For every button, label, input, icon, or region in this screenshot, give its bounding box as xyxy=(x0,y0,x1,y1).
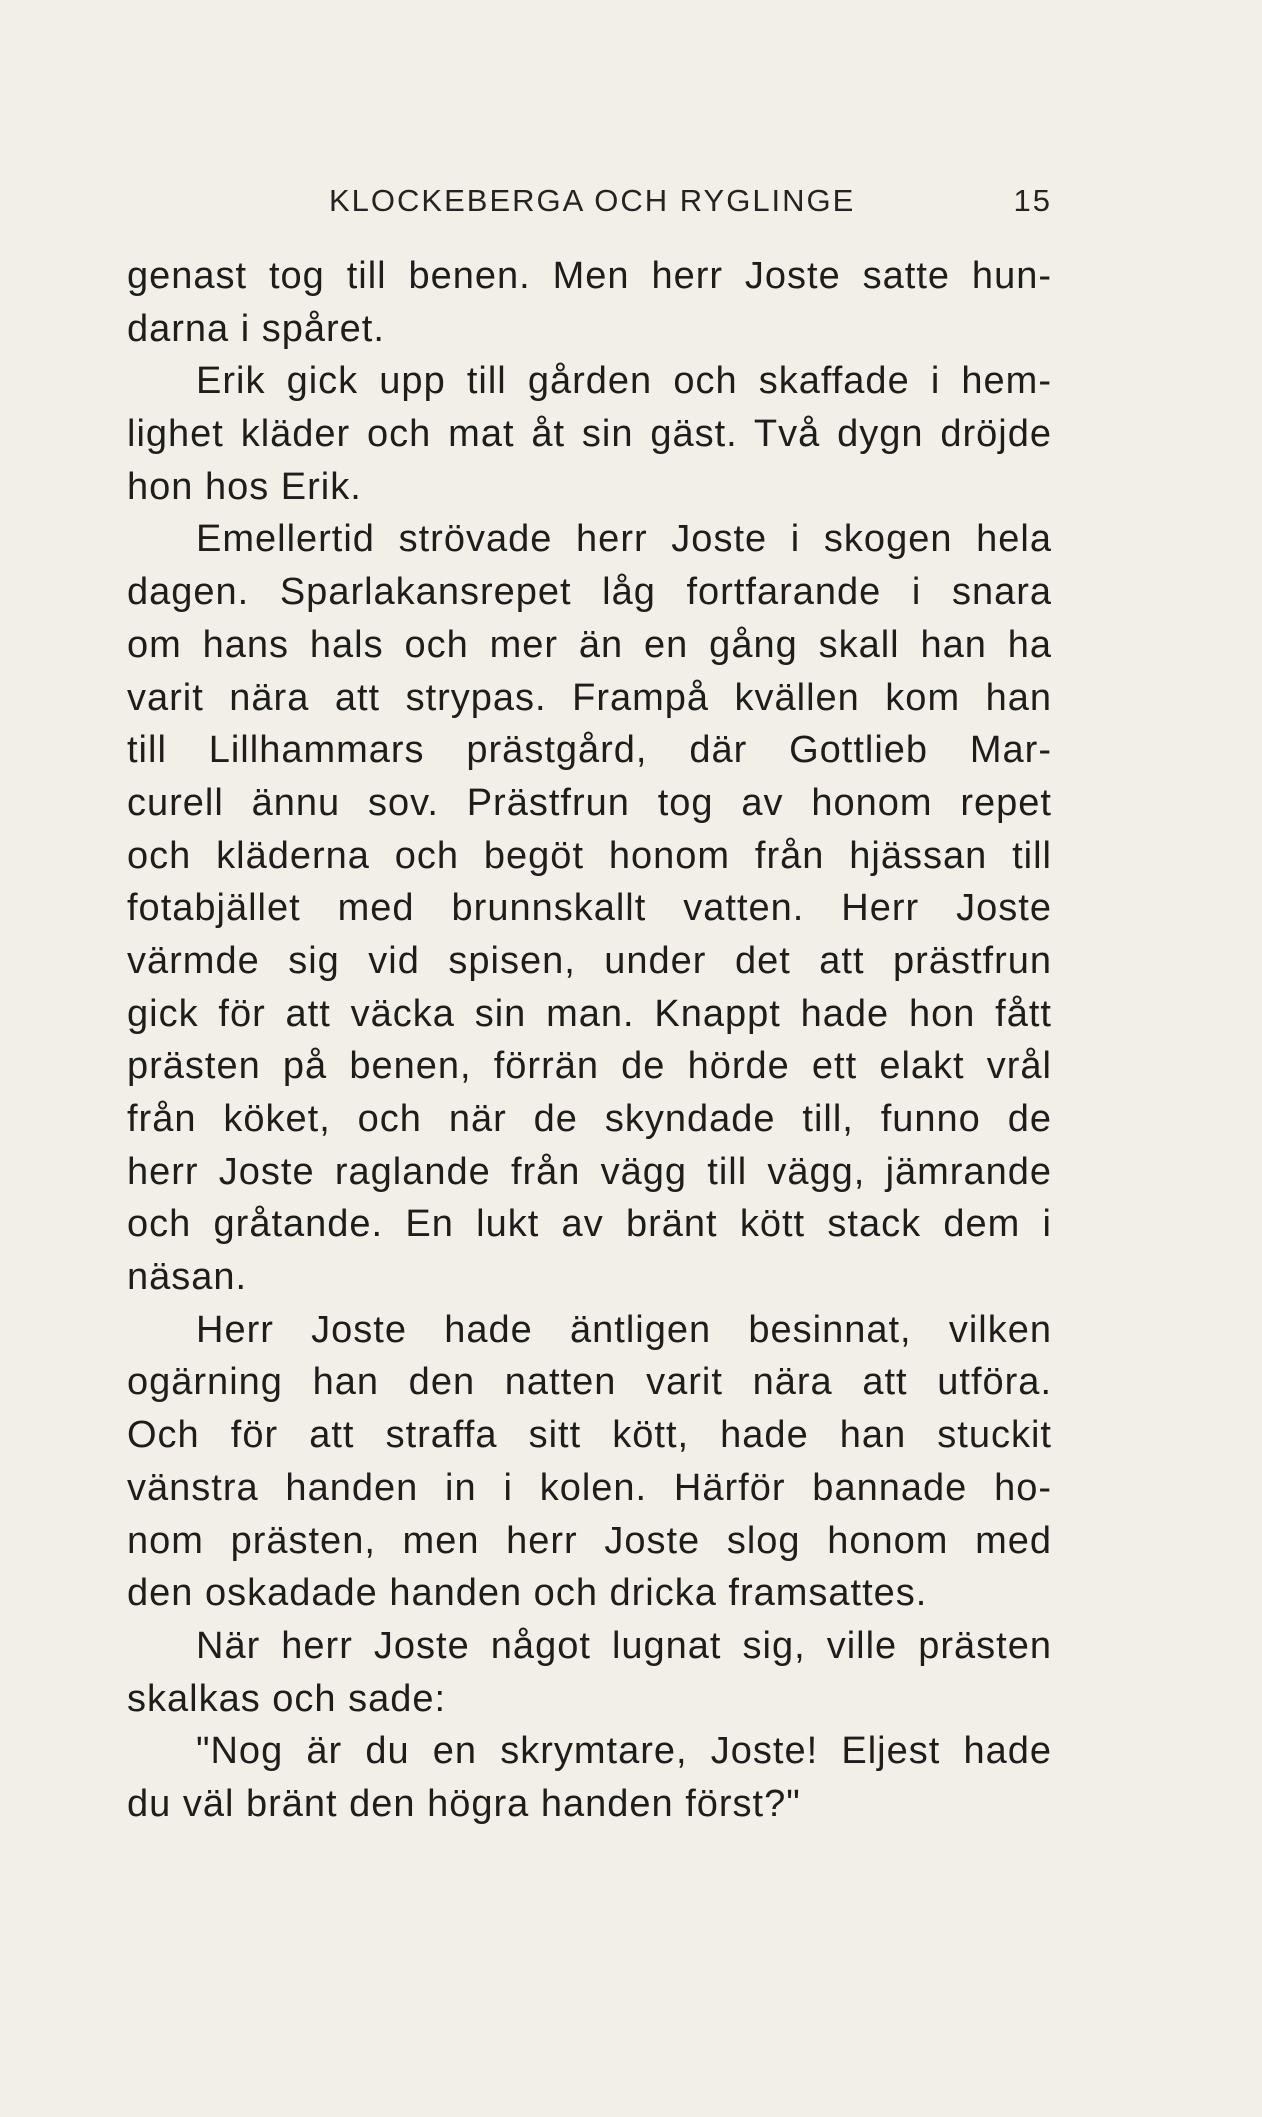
text-line: från köket, och när de skyndade till, funno de xyxy=(127,1098,1052,1140)
text-line: genast tog till benen. Men herr Joste satte hun- xyxy=(127,255,1052,297)
text-line: till Lillhammars prästgård, där Gottlieb Mar- xyxy=(127,729,1052,772)
paragraph-start-line: Emellertid strövade herr Joste i skogen hela xyxy=(196,518,1052,561)
text-line: prästen på benen, förrän de hörde ett elakt vrål xyxy=(127,1045,1052,1088)
text-line: och kläderna och begöt honom från hjässan till xyxy=(127,834,1052,877)
text-line: fotabjället med brunnskallt vatten. Herr Joste xyxy=(127,887,1052,930)
text-line: varit nära att strypas. Frampå kvällen kom han xyxy=(127,676,1052,719)
text-line: och gråtande. En lukt av bränt kött stack dem i xyxy=(127,1203,1052,1246)
text-line: skalkas och sade: xyxy=(127,1677,447,1720)
text-line: lighet kläder och mat åt sin gäst. Två dygn dröjde xyxy=(127,413,1052,456)
page-header xyxy=(127,183,1052,227)
text-line: Och för att straffa sitt kött, hade han stuckit xyxy=(127,1414,1052,1457)
paragraph-start-line: När herr Joste något lugnat sig, ville prästen xyxy=(196,1624,1052,1667)
text-line: vänstra handen in i kolen. Härför bannade ho- xyxy=(127,1466,1052,1509)
text-line: ogärning han den natten varit nära att utföra. xyxy=(127,1361,1052,1404)
text-line: herr Joste raglande från vägg till vägg, jämrande xyxy=(127,1150,1052,1193)
text-line: hon hos Erik. xyxy=(127,465,362,508)
text-line: darna i spåret. xyxy=(127,307,385,350)
text-line: gick för att väcka sin man. Knappt hade hon fått xyxy=(127,992,1052,1035)
running-head: KLOCKEBERGA OCH RYGLINGE xyxy=(329,183,856,218)
text-line: curell ännu sov. Prästfrun tog av honom repet xyxy=(127,781,1052,824)
text-line: om hans hals och mer än en gång skall han ha xyxy=(127,623,1052,666)
text-line: den oskadade handen och dricka framsattes. xyxy=(127,1572,928,1615)
text-line: du väl bränt den högra handen först?" xyxy=(127,1782,801,1825)
page-number: 15 xyxy=(1013,183,1052,218)
text-line: nom prästen, men herr Joste slog honom med xyxy=(127,1519,1052,1562)
text-line: dagen. Sparlakansrepet låg fortfarande i snara xyxy=(127,571,1052,614)
text-line: värmde sig vid spisen, under det att prästfrun xyxy=(127,939,1052,982)
paragraph-start-line: Herr Joste hade äntligen besinnat, vilken xyxy=(196,1308,1052,1351)
body-text xyxy=(127,250,1052,1831)
text-line: näsan. xyxy=(127,1256,248,1299)
paragraph-start-line: Erik gick upp till gården och skaffade i hem- xyxy=(196,360,1052,403)
paragraph-start-line: "Nog är du en skrymtare, Joste! Eljest hade xyxy=(196,1730,1052,1773)
